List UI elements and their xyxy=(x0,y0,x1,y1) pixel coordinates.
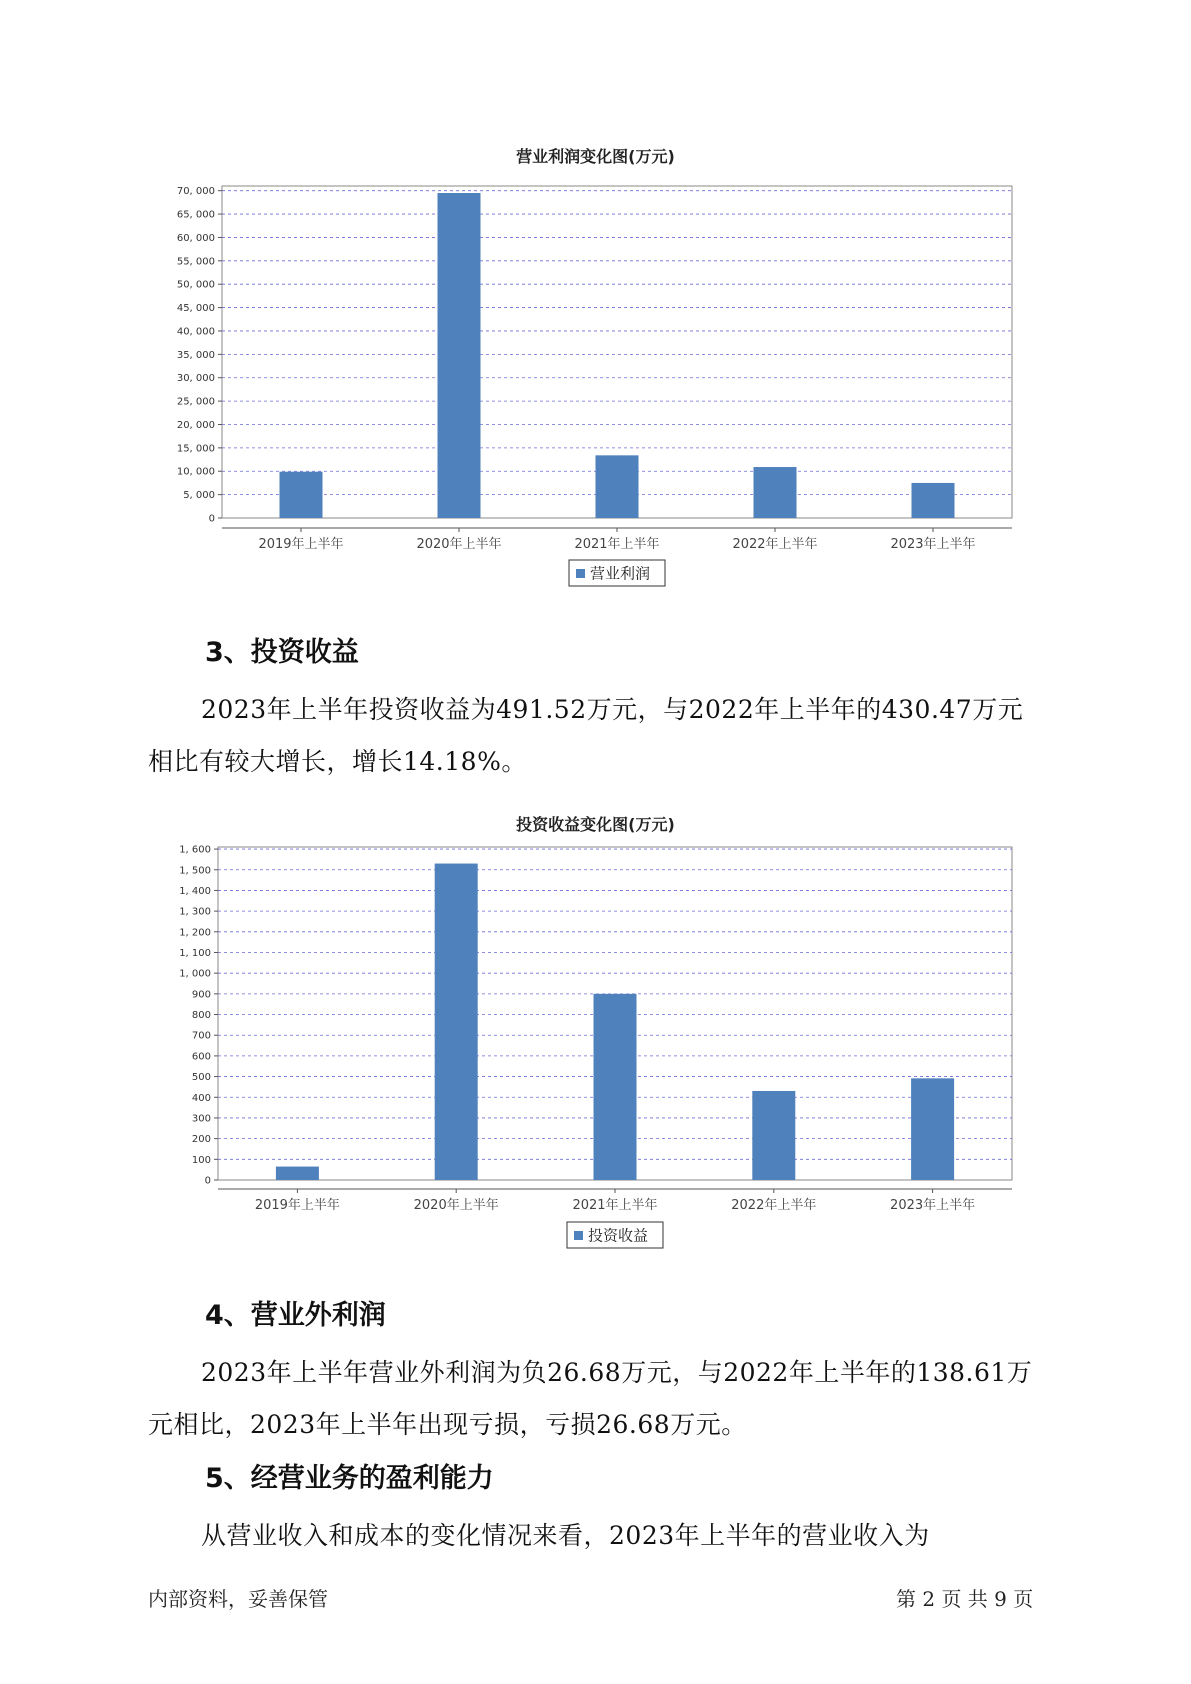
x-tick-label: 2019年上半年 xyxy=(254,1198,340,1213)
chart1-title: 营业利润变化图(万元) xyxy=(516,147,675,166)
y-tick-label: 1, 100 xyxy=(179,947,211,959)
y-tick-label: 1, 400 xyxy=(179,885,211,897)
x-tick-label: 2020年上半年 xyxy=(413,1198,499,1213)
y-tick-label: 30, 000 xyxy=(176,373,215,385)
y-tick-label: 200 xyxy=(191,1134,211,1146)
y-tick-label: 20, 000 xyxy=(176,419,215,431)
y-tick-label: 25, 000 xyxy=(176,396,215,408)
y-tick-label: 40, 000 xyxy=(176,326,215,338)
y-tick-label: 100 xyxy=(191,1154,211,1166)
bar-2022年上半年 xyxy=(752,1091,795,1180)
y-tick-label: 45, 000 xyxy=(176,303,215,315)
section4-heading: 4、营业外利润 xyxy=(205,1300,386,1331)
y-tick-label: 0 xyxy=(204,1175,211,1187)
chart2-title: 投资收益变化图(万元) xyxy=(516,815,675,834)
y-tick-label: 10, 000 xyxy=(176,466,215,478)
y-tick-label: 15, 000 xyxy=(176,443,215,455)
y-tick-label: 65, 000 xyxy=(176,209,215,221)
y-tick-label: 70, 000 xyxy=(176,186,215,198)
y-tick-label: 700 xyxy=(191,1030,211,1042)
x-tick-label: 2022年上半年 xyxy=(732,537,818,552)
section4-line2: 元相比，2023年上半年出现亏损，亏损26.68万元。 xyxy=(148,1410,747,1439)
section3-heading: 3、投资收益 xyxy=(205,637,359,668)
y-tick-label: 600 xyxy=(191,1051,211,1063)
bar-2019年上半年 xyxy=(276,1167,319,1180)
legend-label: 投资收益 xyxy=(588,1226,649,1245)
x-tick-label: 2019年上半年 xyxy=(258,537,344,552)
y-tick-label: 300 xyxy=(191,1113,211,1125)
y-tick-label: 1, 000 xyxy=(179,968,211,980)
x-tick-label: 2022年上半年 xyxy=(731,1198,817,1213)
y-tick-label: 1, 500 xyxy=(179,865,211,877)
y-tick-label: 0 xyxy=(208,513,215,525)
x-tick-label: 2023年上半年 xyxy=(890,537,976,552)
x-tick-label: 2021年上半年 xyxy=(572,1198,658,1213)
legend-label: 营业利润 xyxy=(590,564,651,583)
y-tick-label: 50, 000 xyxy=(176,279,215,291)
y-tick-label: 1, 200 xyxy=(179,927,211,939)
bar-2021年上半年 xyxy=(594,994,637,1180)
bar-2020年上半年 xyxy=(435,864,478,1180)
section5-line1: 从营业收入和成本的变化情况来看，2023年上半年的营业收入为 xyxy=(201,1521,930,1550)
y-tick-label: 5, 000 xyxy=(183,490,215,502)
x-tick-label: 2021年上半年 xyxy=(574,537,660,552)
section3-line1: 2023年上半年投资收益为491.52万元，与2022年上半年的430.47万元 xyxy=(201,695,1024,724)
y-tick-label: 900 xyxy=(191,989,211,1001)
y-tick-label: 55, 000 xyxy=(176,256,215,268)
x-tick-label: 2023年上半年 xyxy=(890,1198,976,1213)
footer-page-number: 第 2 页 共 9 页 xyxy=(896,1587,1034,1611)
y-tick-label: 800 xyxy=(191,1010,211,1022)
x-tick-label: 2020年上半年 xyxy=(416,537,502,552)
legend-swatch xyxy=(574,1231,583,1240)
y-tick-label: 500 xyxy=(191,1072,211,1084)
y-tick-label: 35, 000 xyxy=(176,349,215,361)
y-tick-label: 400 xyxy=(191,1092,211,1104)
section5-heading: 5、经营业务的盈利能力 xyxy=(205,1463,494,1494)
bar-2023年上半年 xyxy=(911,1078,954,1180)
y-tick-label: 1, 300 xyxy=(179,906,211,918)
section3-line2: 相比有较大增长，增长14.18%。 xyxy=(148,747,527,776)
footer-confidential-note: 内部资料，妥善保管 xyxy=(148,1587,328,1611)
y-tick-label: 60, 000 xyxy=(176,232,215,244)
section4-line1: 2023年上半年营业外利润为负26.68万元，与2022年上半年的138.61万 xyxy=(201,1358,1033,1387)
y-tick-label: 1, 600 xyxy=(179,844,211,856)
